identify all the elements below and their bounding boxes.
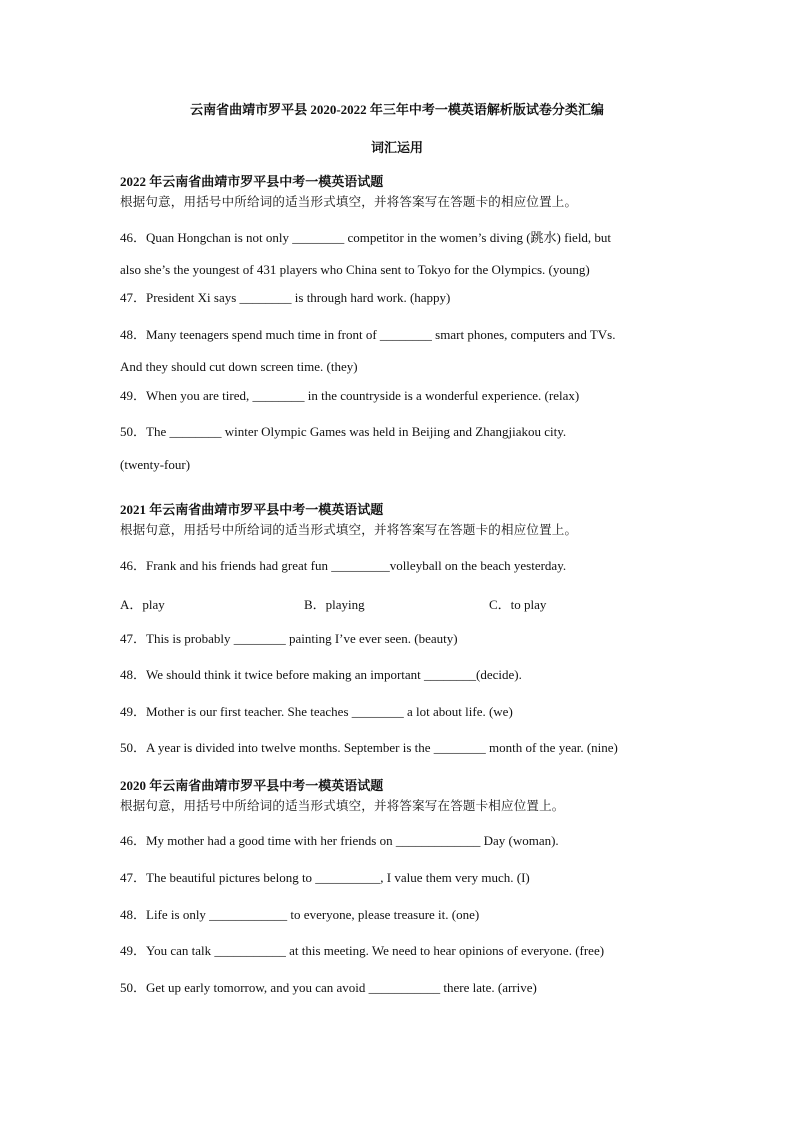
question-49: 49．When you are tired, ________ in the countryside is a wonderful experience. (relax) <box>120 388 580 403</box>
question-47: 47．The beautiful pictures belong to __________, I value them very much. (I) <box>120 870 530 885</box>
question-47: 47．This is probably ________ painting I’ve ever seen. (beauty) <box>120 631 458 646</box>
question-46: 46．My mother had a good time with her friends on _____________ Day (woman). <box>120 833 559 848</box>
question-49: 49．Mother is our first teacher. She teaches ________ a lot about life. (we) <box>120 704 513 719</box>
section-heading-2022: 2022 年云南省曲靖市罗平县中考一模英语试题 <box>120 174 384 189</box>
section-instruction-2022: 根据句意，用括号中所给词的适当形式填空，并将答案写在答题卡的相应位置上。 <box>120 194 578 209</box>
question-50-line1: 50．The ________ winter Olympic Games was held in Beijing and Zhangjiakou city. <box>120 424 567 439</box>
question-48-line1: 48．Many teenagers spend much time in front of ________ smart phones, computers and TVs. <box>120 327 616 342</box>
option-c: C．to play <box>489 597 547 612</box>
question-50: 50．Get up early tomorrow, and you can avoid ___________ there late. (arrive) <box>120 980 537 995</box>
section-heading-2020: 2020 年云南省曲靖市罗平县中考一模英语试题 <box>120 778 384 793</box>
option-b: B．playing <box>304 597 365 612</box>
question-48: 48．Life is only ____________ to everyone, please treasure it. (one) <box>120 907 480 922</box>
question-49: 49．You can talk ___________ at this meeting. We need to hear opinions of everyone. (free) <box>120 943 605 958</box>
document-title: 云南省曲靖市罗平县 2020-2022 年三年中考一模英语解析版试卷分类汇编 <box>190 102 604 117</box>
section-instruction-2020: 根据句意，用括号中所给词的适当形式填空，并将答案写在答题卡相应位置上。 <box>120 798 565 813</box>
question-46-line1: 46．Quan Hongchan is not only ________ competitor in the women’s diving (跳水) field, but <box>120 230 612 245</box>
document-subtitle: 词汇运用 <box>370 140 423 155</box>
question-46-line2: also she’s the youngest of 431 players who China sent to Tokyo for the Olympics. (young) <box>120 262 590 277</box>
question-48: 48．We should think it twice before making an important ________(decide). <box>120 667 522 682</box>
option-a: A．play <box>120 597 165 612</box>
question-48-line2: And they should cut down screen time. (they) <box>120 359 358 374</box>
question-47: 47．President Xi says ________ is through hard work. (happy) <box>120 290 451 305</box>
question-46: 46．Frank and his friends had great fun _________volleyball on the beach yesterday. <box>120 558 567 573</box>
section-instruction-2021: 根据句意，用括号中所给词的适当形式填空，并将答案写在答题卡的相应位置上。 <box>120 522 578 537</box>
question-50-line2: (twenty-four) <box>120 457 191 472</box>
section-heading-2021: 2021 年云南省曲靖市罗平县中考一模英语试题 <box>120 502 384 517</box>
question-50: 50．A year is divided into twelve months. September is the ________ month of the year. (nine) <box>120 740 618 755</box>
